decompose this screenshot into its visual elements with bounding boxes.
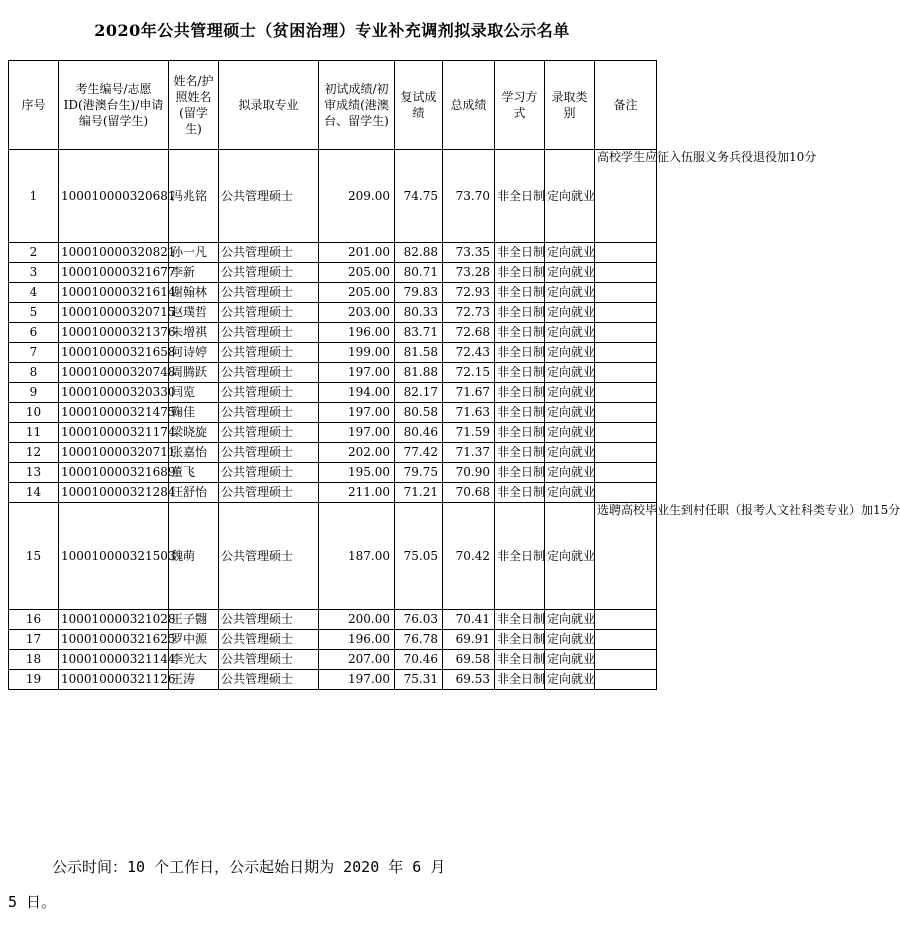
total-score-cell: 73.70 (443, 150, 495, 243)
name-cell: 李新 (169, 263, 219, 283)
candidate-id-cell: 100010000320715 (59, 303, 169, 323)
study-mode-cell: 非全日制 (495, 343, 545, 363)
seq-cell: 3 (9, 263, 59, 283)
candidate-id-cell: 100010000321144 (59, 650, 169, 670)
initial-score-cell: 195.00 (319, 463, 395, 483)
retest-score-cell: 81.58 (395, 343, 443, 363)
major-cell: 公共管理硕士 (219, 403, 319, 423)
name-cell: 赵璞哲 (169, 303, 219, 323)
seq-cell: 12 (9, 443, 59, 463)
study-mode-cell: 非全日制 (495, 263, 545, 283)
table-row (9, 503, 657, 610)
candidate-id-cell: 100010000321658 (59, 343, 169, 363)
header-candidate-id: 考生编号/志愿ID(港澳台生)/申请编号(留学生) (59, 61, 169, 150)
retest-score-cell: 79.83 (395, 283, 443, 303)
study-mode-cell: 非全日制 (495, 403, 545, 423)
table-row (9, 263, 657, 283)
candidate-id-cell: 100010000321284 (59, 483, 169, 503)
initial-score-cell: 196.00 (319, 323, 395, 343)
retest-score-cell: 80.58 (395, 403, 443, 423)
seq-cell: 1 (9, 150, 59, 243)
major-cell: 公共管理硕士 (219, 343, 319, 363)
table-row (9, 243, 657, 263)
notice-footer (8, 850, 608, 920)
study-mode-cell: 非全日制 (495, 423, 545, 443)
study-mode-cell: 非全日制 (495, 503, 545, 610)
table-row (9, 423, 657, 443)
table-row (9, 283, 657, 303)
seq-cell: 16 (9, 610, 59, 630)
name-cell: 李光大 (169, 650, 219, 670)
header-note: 备注 (595, 61, 657, 150)
seq-cell: 9 (9, 383, 59, 403)
initial-score-cell: 197.00 (319, 403, 395, 423)
major-cell: 公共管理硕士 (219, 650, 319, 670)
retest-score-cell: 71.21 (395, 483, 443, 503)
major-cell: 公共管理硕士 (219, 150, 319, 243)
note-cell (595, 463, 657, 483)
seq-cell: 15 (9, 503, 59, 610)
total-score-cell: 71.67 (443, 383, 495, 403)
table-row (9, 483, 657, 503)
header-initial-score: 初试成绩/初审成绩(港澳台、留学生) (319, 61, 395, 150)
admission-table (8, 60, 900, 690)
admission-type-cell: 定向就业 (545, 150, 595, 243)
initial-score-cell: 200.00 (319, 610, 395, 630)
seq-cell: 19 (9, 670, 59, 690)
total-score-cell: 70.41 (443, 610, 495, 630)
seq-cell: 8 (9, 363, 59, 383)
table-row (9, 610, 657, 630)
candidate-id-cell: 100010000321174 (59, 423, 169, 443)
initial-score-cell: 197.00 (319, 423, 395, 443)
initial-score-cell: 203.00 (319, 303, 395, 323)
major-cell: 公共管理硕士 (219, 423, 319, 443)
note-cell (595, 670, 657, 690)
name-cell: 汪舒怡 (169, 483, 219, 503)
retest-score-cell: 76.03 (395, 610, 443, 630)
admission-type-cell: 定向就业 (545, 383, 595, 403)
table-row (9, 150, 657, 243)
major-cell: 公共管理硕士 (219, 483, 319, 503)
initial-score-cell: 202.00 (319, 443, 395, 463)
total-score-cell: 71.63 (443, 403, 495, 423)
note-cell (595, 283, 657, 303)
study-mode-cell: 非全日制 (495, 483, 545, 503)
total-score-cell: 70.90 (443, 463, 495, 483)
seq-cell: 14 (9, 483, 59, 503)
major-cell: 公共管理硕士 (219, 363, 319, 383)
candidate-id-cell: 100010000321503 (59, 503, 169, 610)
name-cell: 董飞 (169, 463, 219, 483)
admission-type-cell: 定向就业 (545, 650, 595, 670)
retest-score-cell: 75.05 (395, 503, 443, 610)
initial-score-cell: 187.00 (319, 503, 395, 610)
name-cell: 魏萌 (169, 503, 219, 610)
table-row (9, 363, 657, 383)
table-row (9, 323, 657, 343)
seq-cell: 2 (9, 243, 59, 263)
major-cell: 公共管理硕士 (219, 263, 319, 283)
retest-score-cell: 79.75 (395, 463, 443, 483)
admission-type-cell: 定向就业 (545, 263, 595, 283)
major-cell: 公共管理硕士 (219, 670, 319, 690)
header-admission-type: 录取类别 (545, 61, 595, 150)
candidate-id-cell: 100010000320711 (59, 443, 169, 463)
table-row (9, 463, 657, 483)
study-mode-cell: 非全日制 (495, 610, 545, 630)
note-cell: 高校学生应征入伍服义务兵役退役加10分 (595, 150, 657, 243)
note-cell (595, 323, 657, 343)
name-cell: 冯兆铭 (169, 150, 219, 243)
admission-type-cell: 定向就业 (545, 423, 595, 443)
header-name: 姓名/护照姓名(留学生) (169, 61, 219, 150)
admission-type-cell: 定向就业 (545, 283, 595, 303)
major-cell: 公共管理硕士 (219, 283, 319, 303)
retest-score-cell: 80.46 (395, 423, 443, 443)
name-cell: 谢翰林 (169, 283, 219, 303)
admission-type-cell: 定向就业 (545, 630, 595, 650)
initial-score-cell: 201.00 (319, 243, 395, 263)
admission-type-cell: 定向就业 (545, 403, 595, 423)
seq-cell: 17 (9, 630, 59, 650)
initial-score-cell: 209.00 (319, 150, 395, 243)
candidate-id-cell: 100010000321689 (59, 463, 169, 483)
name-cell: 王涛 (169, 670, 219, 690)
note-cell (595, 610, 657, 630)
name-cell: 梁晓旋 (169, 423, 219, 443)
study-mode-cell: 非全日制 (495, 383, 545, 403)
study-mode-cell: 非全日制 (495, 243, 545, 263)
candidate-id-cell: 100010000321376 (59, 323, 169, 343)
total-score-cell: 71.59 (443, 423, 495, 443)
name-cell: 王子翾 (169, 610, 219, 630)
name-cell: 孙一凡 (169, 243, 219, 263)
total-score-cell: 72.15 (443, 363, 495, 383)
candidate-id-cell: 100010000320330 (59, 383, 169, 403)
table-row (9, 303, 657, 323)
candidate-id-cell: 100010000321625 (59, 630, 169, 650)
study-mode-cell: 非全日制 (495, 650, 545, 670)
initial-score-cell: 211.00 (319, 483, 395, 503)
initial-score-cell: 205.00 (319, 263, 395, 283)
initial-score-cell: 194.00 (319, 383, 395, 403)
total-score-cell: 72.68 (443, 323, 495, 343)
seq-cell: 5 (9, 303, 59, 323)
admission-type-cell: 定向就业 (545, 343, 595, 363)
admission-type-cell: 定向就业 (545, 363, 595, 383)
header-total-score: 总成绩 (443, 61, 495, 150)
retest-score-cell: 80.71 (395, 263, 443, 283)
major-cell: 公共管理硕士 (219, 610, 319, 630)
retest-score-cell: 70.46 (395, 650, 443, 670)
candidate-id-cell: 100010000321126 (59, 670, 169, 690)
study-mode-cell: 非全日制 (495, 283, 545, 303)
header-major: 拟录取专业 (219, 61, 319, 150)
retest-score-cell: 75.31 (395, 670, 443, 690)
retest-score-cell: 77.42 (395, 443, 443, 463)
total-score-cell: 73.35 (443, 243, 495, 263)
total-score-cell: 73.28 (443, 263, 495, 283)
retest-score-cell: 80.33 (395, 303, 443, 323)
table-row (9, 670, 657, 690)
note-cell (595, 650, 657, 670)
study-mode-cell: 非全日制 (495, 463, 545, 483)
candidate-id-cell: 100010000321677 (59, 263, 169, 283)
admission-type-cell: 定向就业 (545, 243, 595, 263)
total-score-cell: 71.37 (443, 443, 495, 463)
header-retest-score: 复试成绩 (395, 61, 443, 150)
initial-score-cell: 207.00 (319, 650, 395, 670)
study-mode-cell: 非全日制 (495, 150, 545, 243)
major-cell: 公共管理硕士 (219, 383, 319, 403)
seq-cell: 11 (9, 423, 59, 443)
study-mode-cell: 非全日制 (495, 363, 545, 383)
initial-score-cell: 197.00 (319, 363, 395, 383)
retest-score-cell: 83.71 (395, 323, 443, 343)
note-cell (595, 303, 657, 323)
retest-score-cell: 76.78 (395, 630, 443, 650)
note-cell (595, 263, 657, 283)
name-cell: 朱增祺 (169, 323, 219, 343)
note-cell (595, 403, 657, 423)
candidate-id-cell: 100010000320681 (59, 150, 169, 243)
major-cell: 公共管理硕士 (219, 503, 319, 610)
candidate-id-cell: 100010000320748 (59, 363, 169, 383)
name-cell: 张嘉怡 (169, 443, 219, 463)
candidate-id-cell: 100010000321614 (59, 283, 169, 303)
major-cell: 公共管理硕士 (219, 630, 319, 650)
table-header-row (9, 61, 657, 150)
page-title: 2020年公共管理硕士（贫困治理）专业补充调剂拟录取公示名单 (94, 21, 570, 40)
seq-cell: 6 (9, 323, 59, 343)
total-score-cell: 70.42 (443, 503, 495, 610)
admission-type-cell: 定向就业 (545, 503, 595, 610)
retest-score-cell: 82.17 (395, 383, 443, 403)
note-cell (595, 423, 657, 443)
retest-score-cell: 81.88 (395, 363, 443, 383)
admission-type-cell: 定向就业 (545, 463, 595, 483)
note-cell (595, 483, 657, 503)
candidate-id-cell: 100010000321475 (59, 403, 169, 423)
initial-score-cell: 197.00 (319, 670, 395, 690)
study-mode-cell: 非全日制 (495, 443, 545, 463)
notice-line-2: 5 日。 (8, 893, 57, 911)
total-score-cell: 70.68 (443, 483, 495, 503)
initial-score-cell: 196.00 (319, 630, 395, 650)
admission-type-cell: 定向就业 (545, 443, 595, 463)
table-row (9, 383, 657, 403)
study-mode-cell: 非全日制 (495, 630, 545, 650)
note-cell (595, 363, 657, 383)
name-cell: 周腾跃 (169, 363, 219, 383)
seq-cell: 13 (9, 463, 59, 483)
retest-score-cell: 82.88 (395, 243, 443, 263)
seq-cell: 7 (9, 343, 59, 363)
major-cell: 公共管理硕士 (219, 323, 319, 343)
major-cell: 公共管理硕士 (219, 443, 319, 463)
table-row (9, 403, 657, 423)
admission-type-cell: 定向就业 (545, 303, 595, 323)
header-study-mode: 学习方式 (495, 61, 545, 150)
seq-cell: 18 (9, 650, 59, 670)
header-seq: 序号 (9, 61, 59, 150)
note-cell (595, 343, 657, 363)
admission-type-cell: 定向就业 (545, 483, 595, 503)
table-row (9, 630, 657, 650)
total-score-cell: 69.58 (443, 650, 495, 670)
candidate-id-cell: 100010000320821 (59, 243, 169, 263)
table-row (9, 443, 657, 463)
major-cell: 公共管理硕士 (219, 243, 319, 263)
candidate-id-cell: 100010000321028 (59, 610, 169, 630)
note-cell (595, 243, 657, 263)
note-cell (595, 630, 657, 650)
notice-line-1: 公示时间：10 个工作日，公示起始日期为 2020 年 6 月 (52, 858, 446, 876)
name-cell: 鞠佳 (169, 403, 219, 423)
admission-type-cell: 定向就业 (545, 323, 595, 343)
study-mode-cell: 非全日制 (495, 323, 545, 343)
note-cell (595, 443, 657, 463)
study-mode-cell: 非全日制 (495, 303, 545, 323)
admission-type-cell: 定向就业 (545, 670, 595, 690)
study-mode-cell: 非全日制 (495, 670, 545, 690)
admission-type-cell: 定向就业 (545, 610, 595, 630)
table-row (9, 650, 657, 670)
total-score-cell: 69.53 (443, 670, 495, 690)
total-score-cell: 72.93 (443, 283, 495, 303)
table-row (9, 343, 657, 363)
total-score-cell: 72.43 (443, 343, 495, 363)
major-cell: 公共管理硕士 (219, 303, 319, 323)
retest-score-cell: 74.75 (395, 150, 443, 243)
name-cell: 何诗婷 (169, 343, 219, 363)
note-cell (595, 383, 657, 403)
name-cell: 闫览 (169, 383, 219, 403)
initial-score-cell: 205.00 (319, 283, 395, 303)
name-cell: 罗中源 (169, 630, 219, 650)
total-score-cell: 69.91 (443, 630, 495, 650)
seq-cell: 4 (9, 283, 59, 303)
initial-score-cell: 199.00 (319, 343, 395, 363)
major-cell: 公共管理硕士 (219, 463, 319, 483)
note-cell: 选聘高校毕业生到村任职（报考人文社科类专业）加15分 (595, 503, 657, 610)
total-score-cell: 72.73 (443, 303, 495, 323)
seq-cell: 10 (9, 403, 59, 423)
